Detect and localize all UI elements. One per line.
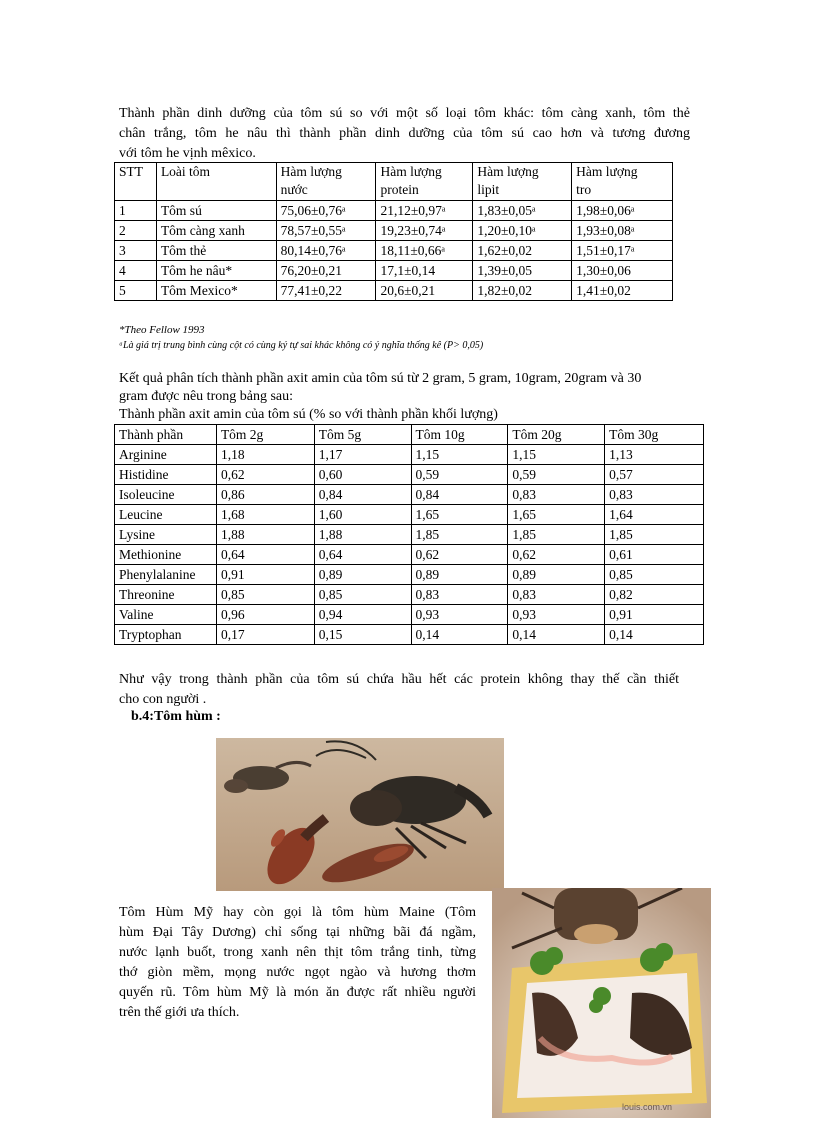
table-cell: 0,84 [314,485,411,505]
table-cell: 1,65 [411,505,508,525]
table-cell: 1,93±0,08ᵃ [572,221,673,241]
table-cell: 0,85 [605,565,704,585]
table-row [115,505,704,525]
table-cell: 1,85 [605,525,704,545]
table-cell: 0,57 [605,465,704,485]
section-heading: b.4:Tôm hùm : [131,709,221,724]
table-row [115,281,673,301]
table-cell: Tôm Mexico* [156,281,276,301]
intro-line-3: với tôm he vịnh mêxico. [119,146,256,161]
amino-intro [119,370,699,424]
table-cell: 0,93 [508,605,605,625]
table-row [115,585,704,605]
table-cell: 1,85 [508,525,605,545]
intro-paragraph [119,104,690,164]
nutrition-header-row [115,163,673,201]
table-cell: 5 [115,281,157,301]
conclusion-line-2: cho con người . [119,692,207,707]
table-row [115,485,704,505]
table-cell: 0,83 [508,485,605,505]
amino-header-row [115,425,704,445]
table-cell: 4 [115,261,157,281]
table-cell: 1 [115,201,157,221]
table-cell: 1,82±0,02 [473,281,572,301]
table-cell: 0,14 [411,625,508,645]
table-row [115,465,704,485]
table-cell: 0,83 [508,585,605,605]
table-row [115,201,673,221]
table-cell: Methionine [115,545,217,565]
table-cell: 2 [115,221,157,241]
lobster-line-2: hùm Đại Tây Dương) chỉ sống tại những bãi đá ngầm, [119,925,476,940]
table-cell: Arginine [115,445,217,465]
significance-note: ᵃLà giá trị trung bình cùng cột có cùng ký tự sai khác không có ý nghĩa thống kê (P> 0,05) [119,340,484,351]
table-cell: 0,64 [216,545,314,565]
intro-line-2: chân trắng, tôm he nâu thì thành phần dinh dưỡng của tôm sú cao hơn và tương đương [119,126,690,141]
table-row [115,261,673,281]
table-cell: 1,88 [314,525,411,545]
table-row [115,545,704,565]
table-cell: 77,41±0,22 [276,281,376,301]
table-cell: 19,23±0,74ᵃ [376,221,473,241]
amino-header-cell: Thành phần [115,425,217,445]
table-row [115,241,673,261]
table-cell: 0,86 [216,485,314,505]
amino-header-cell: Tôm 30g [605,425,704,445]
table-cell: 0,62 [508,545,605,565]
lobster-line-1: Tôm Hùm Mỹ hay còn gọi là tôm hùm Maine (Tôm [119,905,476,920]
table-cell: Isoleucine [115,485,217,505]
table-cell: 1,88 [216,525,314,545]
table-cell: Leucine [115,505,217,525]
table-cell: 0,94 [314,605,411,625]
lobster-line-5: quyến rũ. Tôm hùm Mỹ là món ăn được rất nhiều người [119,985,476,1000]
watermark: louis.com.vn [622,1102,673,1112]
table-cell: 0,59 [411,465,508,485]
table-cell: 0,84 [411,485,508,505]
table-cell: 0,96 [216,605,314,625]
table-cell: 75,06±0,76ᵃ [276,201,376,221]
table-cell: 1,83±0,05ᵃ [473,201,572,221]
lobster-line-6: trên thế giới ưa thích. [119,1005,240,1020]
table-cell: Tôm càng xanh [156,221,276,241]
table-cell: 1,41±0,02 [572,281,673,301]
table-cell: 1,51±0,17ᵃ [572,241,673,261]
table-cell: 0,85 [216,585,314,605]
table-cell: Histidine [115,465,217,485]
amino-acid-table [114,424,704,645]
table-cell: 1,20±0,10ᵃ [473,221,572,241]
table-cell: 0,64 [314,545,411,565]
conclusion-paragraph [119,670,679,710]
table-row [115,445,704,465]
table-cell: 76,20±0,21 [276,261,376,281]
amino-intro-line-1: Kết quả phân tích thành phần axit amin của tôm sú từ 2 gram, 5 gram, 10gram, 20gram và 30 [119,371,642,386]
table-cell: 1,85 [411,525,508,545]
nutrition-table [114,162,673,301]
amino-header-cell: Tôm 2g [216,425,314,445]
amino-caption: Thành phần axit amin của tôm sú (% so với thành phần khối lượng) [119,407,498,422]
nutrition-header-cell: Hàm lượng tro [572,163,673,201]
lobster-description [119,903,476,1023]
table-cell: 0,89 [411,565,508,585]
table-cell: 0,15 [314,625,411,645]
table-row [115,605,704,625]
nutrition-header-cell: STT [115,163,157,201]
table-cell: 1,13 [605,445,704,465]
table-cell: Threonine [115,585,217,605]
lobster-photo [216,738,504,891]
table-cell: 0,89 [508,565,605,585]
table-cell: 1,30±0,06 [572,261,673,281]
amino-header-cell: Tôm 10g [411,425,508,445]
table-cell: 78,57±0,55ᵃ [276,221,376,241]
table-cell: 0,91 [605,605,704,625]
table-cell: 0,60 [314,465,411,485]
table-cell: 0,59 [508,465,605,485]
table-row [115,525,704,545]
table-cell: Tôm thẻ [156,241,276,261]
table-cell: 1,98±0,06ᵃ [572,201,673,221]
table-cell: 1,68 [216,505,314,525]
table-cell: 17,1±0,14 [376,261,473,281]
table-cell: 1,17 [314,445,411,465]
table-cell: 20,6±0,21 [376,281,473,301]
nutrition-header-cell: Hàm lượng protein [376,163,473,201]
table-cell: Valine [115,605,217,625]
lobster-line-3: nước lạnh buốt, trong xanh nên thịt tôm trắng tinh, từng [119,945,476,960]
table-cell: 1,15 [508,445,605,465]
table-cell: 21,12±0,97ᵃ [376,201,473,221]
table-cell: Phenylalanine [115,565,217,585]
amino-header-cell: Tôm 5g [314,425,411,445]
table-row [115,565,704,585]
table-cell: 0,89 [314,565,411,585]
source-note: *Theo Fellow 1993 [119,324,205,336]
table-cell: Lysine [115,525,217,545]
nutrition-header-cell: Hàm lượng nước [276,163,376,201]
amino-header-cell: Tôm 20g [508,425,605,445]
table-cell: 0,82 [605,585,704,605]
table-cell: 18,11±0,66ᵃ [376,241,473,261]
nutrition-header-cell: Hàm lượng lipit [473,163,572,201]
sashimi-photo [492,888,711,1118]
table-cell: 0,93 [411,605,508,625]
table-cell: 1,60 [314,505,411,525]
table-cell: 0,83 [411,585,508,605]
table-cell: 0,62 [216,465,314,485]
table-cell: Tôm sú [156,201,276,221]
table-row [115,625,704,645]
table-cell: Tôm he nâu* [156,261,276,281]
table-cell: 0,61 [605,545,704,565]
table-cell: 0,14 [605,625,704,645]
table-row [115,221,673,241]
table-cell: 0,14 [508,625,605,645]
conclusion-line-1: Như vậy trong thành phần của tôm sú chứa hầu hết các protein không thay thế cần thiết [119,672,679,687]
table-cell: 0,85 [314,585,411,605]
table-cell: 0,83 [605,485,704,505]
table-cell: 0,62 [411,545,508,565]
nutrition-header-cell: Loài tôm [156,163,276,201]
table-cell: 1,18 [216,445,314,465]
table-cell: 3 [115,241,157,261]
table-cell: 1,62±0,02 [473,241,572,261]
table-cell: Tryptophan [115,625,217,645]
table-cell: 80,14±0,76ᵃ [276,241,376,261]
table-cell: 1,39±0,05 [473,261,572,281]
amino-intro-line-2: gram được nêu trong bảng sau: [119,389,294,404]
table-cell: 0,17 [216,625,314,645]
table-cell: 1,64 [605,505,704,525]
intro-line-1: Thành phần dinh dưỡng của tôm sú so với một số loại tôm khác: tôm càng xanh, tôm thẻ [119,106,690,121]
lobster-line-4: thớ giòn mềm, mọng nước ngọt ngào và hương thơm [119,965,476,980]
table-cell: 1,65 [508,505,605,525]
table-cell: 1,15 [411,445,508,465]
table-cell: 0,91 [216,565,314,585]
